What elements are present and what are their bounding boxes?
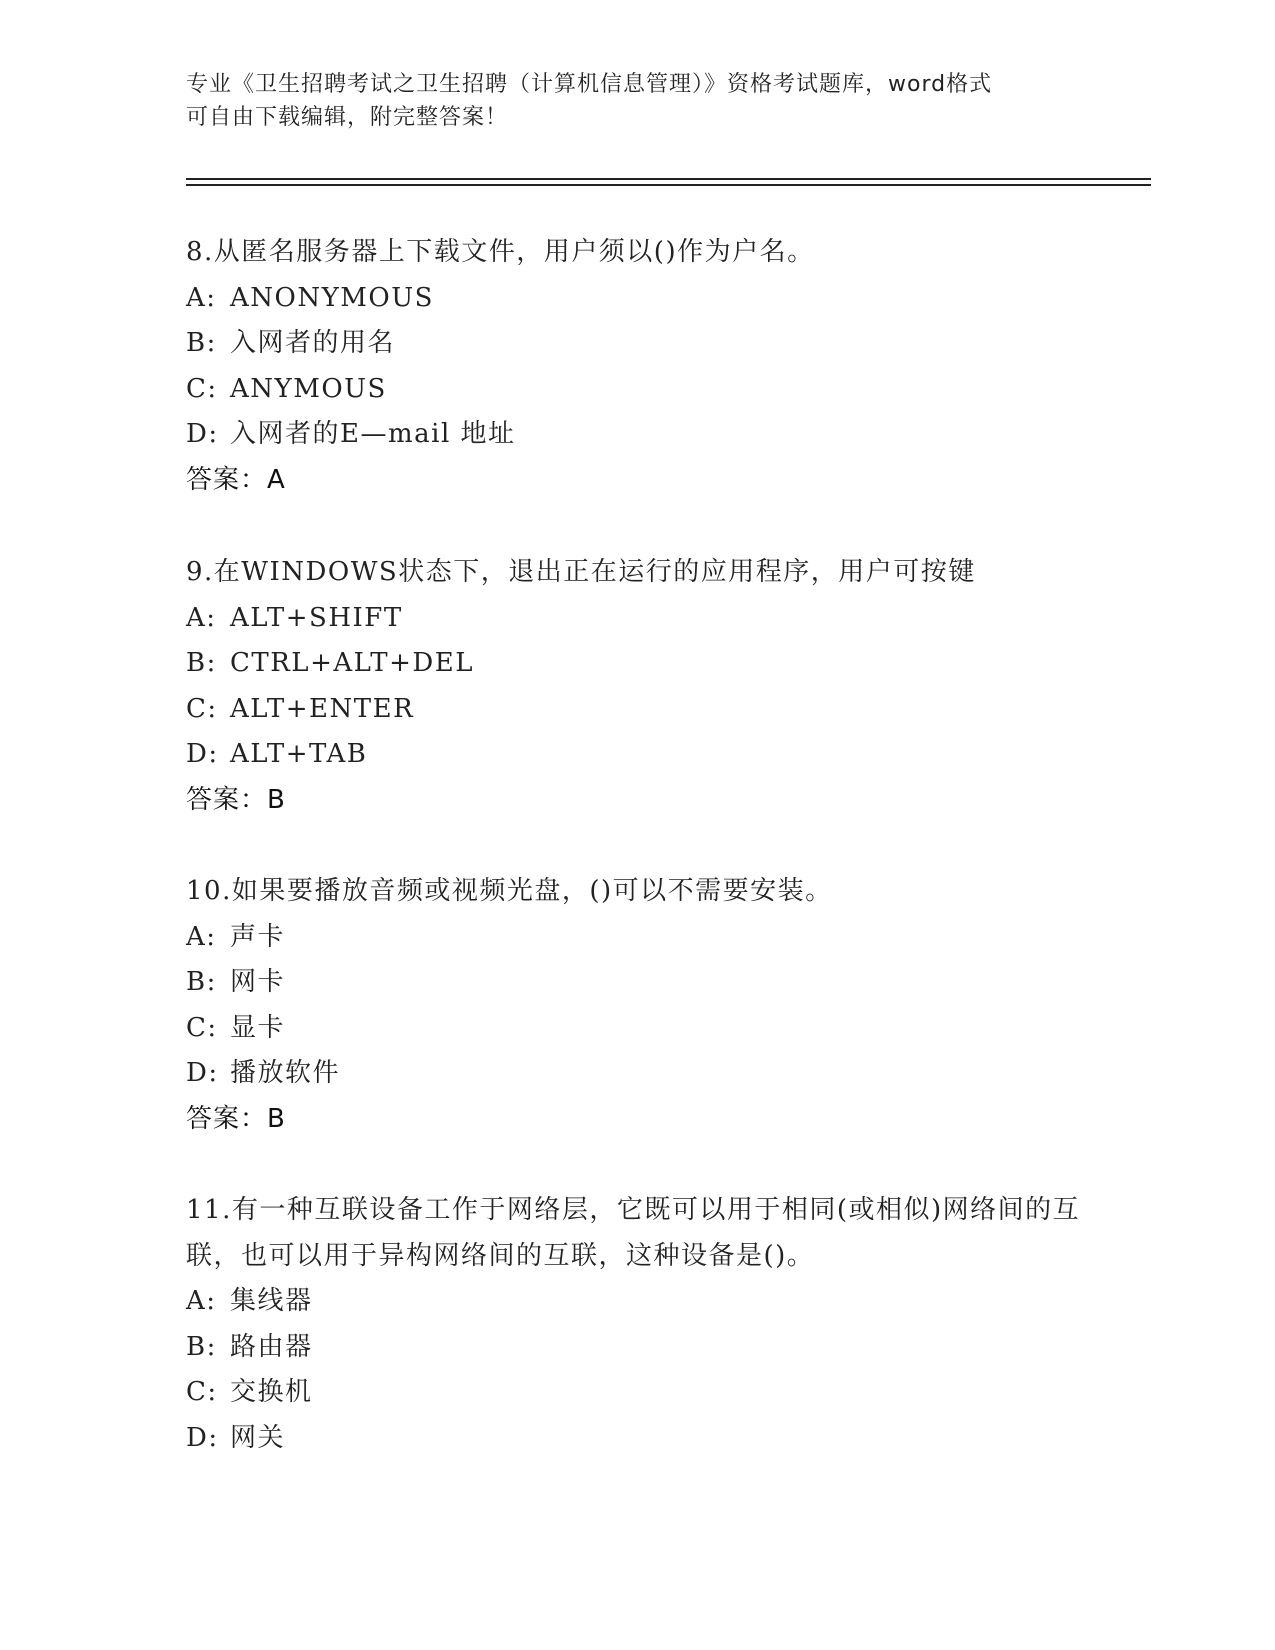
option-key: A: [186,1286,217,1316]
option-text: ALT+TAB [230,739,368,769]
option-a [186,915,1086,961]
option-text: 显卡 [230,1012,286,1043]
option-d [186,1051,1086,1097]
option-a [186,1279,1086,1325]
question-10 [186,869,1086,1142]
header-line-2: 可自由下载编辑，附完整答案！ [186,105,509,130]
option-text: 路由器 [230,1331,313,1362]
option-key: A: [186,282,217,313]
option-text: 播放软件 [230,1058,341,1088]
option-text: 入网者的用名 [230,328,396,358]
option-text: 网卡 [230,967,286,997]
option-b [186,960,1086,1006]
option-text: ALT+SHIFT [230,602,403,633]
option-d [186,732,1086,778]
question-8 [186,230,1086,503]
option-text: CTRL+ALT+DEL [230,648,475,678]
header-line-1: 专业《卫生招聘考试之卫生招聘（计算机信息管理）》资格考试题库，word格式 [186,72,993,97]
option-key: B: [186,648,217,678]
option-key: C: [186,373,218,404]
option-key: A: [186,921,217,952]
question-11 [186,1188,1086,1461]
option-text: 声卡 [230,921,286,952]
option-key: B: [186,328,217,358]
option-key: D: [186,1422,219,1453]
option-b [186,641,1086,687]
option-key: C: [186,693,218,724]
option-d [186,412,1086,458]
option-c [186,1370,1086,1416]
option-a [186,596,1086,642]
question-9 [186,550,1086,823]
header-divider [186,178,1151,186]
option-key: D: [186,739,219,769]
option-text: ANONYMOUS [230,282,434,313]
option-text: 交换机 [230,1377,313,1407]
question-stem: 9.在WINDOWS状态下，退出正在运行的应用程序，用户可按键 [186,557,976,587]
document-header [186,68,1086,134]
answer-line: 答案：A [186,464,286,495]
option-text: ANYMOUS [230,373,387,404]
question-stem: 10.如果要播放音频或视频光盘，()可以不需要安装。 [186,876,833,906]
option-c [186,367,1086,413]
option-key: D: [186,419,219,449]
option-c [186,687,1086,733]
option-key: B: [186,1331,217,1362]
option-text: 网关 [230,1422,286,1453]
question-stem: 8.从匿名服务器上下载文件，用户须以()作为户名。 [186,237,815,267]
option-key: A: [186,602,217,633]
answer-line: 答案：B [186,784,286,815]
option-key: C: [186,1012,218,1043]
option-d [186,1416,1086,1462]
answer-line: 答案：B [186,1103,286,1134]
option-a [186,276,1086,322]
question-stem: 11.有一种互联设备工作于网络层，它既可以用于相同(或相似)网络间的互联，也可以用于异构网络间的互联，这种设备是()。 [186,1195,1081,1271]
option-key: B: [186,967,217,997]
option-b [186,1325,1086,1371]
option-text: 入网者的E—mail 地址 [230,419,516,449]
option-b [186,321,1086,367]
option-text: 集线器 [230,1286,313,1316]
option-text: ALT+ENTER [230,693,415,724]
option-c [186,1006,1086,1052]
option-key: D: [186,1058,219,1088]
option-key: C: [186,1377,218,1407]
